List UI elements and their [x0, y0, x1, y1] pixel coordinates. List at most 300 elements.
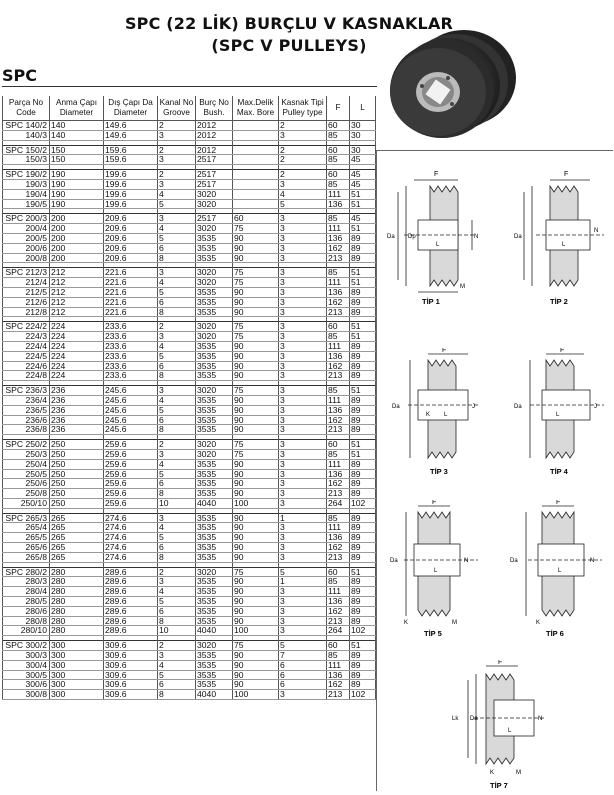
table-row: [3, 680, 376, 690]
table-cell: 90: [233, 405, 279, 415]
table-cell: 3: [279, 479, 327, 489]
table-cell: 212: [50, 307, 104, 317]
table-cell: 3: [279, 332, 327, 342]
table-cell: 4: [158, 341, 196, 351]
table-cell: 60: [327, 322, 350, 332]
tip-2-label: TİP 2: [550, 297, 568, 306]
table-cell: 224: [50, 322, 104, 332]
table-cell: 2517: [196, 214, 233, 224]
diagram-tip-2: [506, 162, 610, 308]
dim-n: N: [594, 228, 599, 234]
table-cell: 190: [50, 189, 104, 199]
table-cell: 3: [279, 322, 327, 332]
table-cell: 280: [50, 587, 104, 597]
table-cell: [233, 155, 279, 165]
table-cell: 3: [279, 523, 327, 533]
table-cell: 1: [279, 513, 327, 523]
dim-m: M: [460, 284, 465, 290]
table-cell: 190/3: [3, 179, 50, 189]
dim-f: F: [498, 660, 503, 666]
table-cell: 3: [279, 449, 327, 459]
table-cell: 265/5: [3, 533, 50, 543]
table-cell: 224/6: [3, 361, 50, 371]
table-cell: 3: [279, 278, 327, 288]
table-cell: 309.6: [104, 651, 158, 661]
table-cell: 3535: [196, 489, 233, 499]
table-cell: 5: [158, 287, 196, 297]
table-cell: 3: [279, 233, 327, 243]
table-cell: [233, 199, 279, 209]
table-row: [3, 533, 376, 543]
table-cell: 200: [50, 214, 104, 224]
table-cell: 300/3: [3, 651, 50, 661]
table-cell: 3: [279, 459, 327, 469]
table-cell: 6: [158, 479, 196, 489]
table-cell: 60: [327, 121, 350, 131]
table-cell: 136: [327, 199, 350, 209]
table-cell: 3535: [196, 552, 233, 562]
dim-j: J: [472, 404, 475, 410]
table-row: [3, 361, 376, 371]
table-cell: 259.6: [104, 449, 158, 459]
table-cell: 3: [279, 616, 327, 626]
table-cell: 3535: [196, 405, 233, 415]
table-cell: 90: [233, 361, 279, 371]
table-cell: 75: [233, 641, 279, 651]
table-cell: 309.6: [104, 670, 158, 680]
dim-da: Da: [510, 558, 518, 564]
table-cell: 102: [350, 498, 376, 508]
table-cell: 150: [50, 155, 104, 165]
table-cell: 89: [350, 523, 376, 533]
table-cell: 233.6: [104, 361, 158, 371]
table-cell: 250/6: [3, 479, 50, 489]
table-cell: 75: [233, 278, 279, 288]
section-divider: [2, 86, 377, 87]
table-cell: 60: [327, 145, 350, 155]
table-row: [3, 552, 376, 562]
table-cell: 199.6: [104, 179, 158, 189]
table-cell: 111: [327, 587, 350, 597]
page-title: SPC (22 LİK) BURÇLU V KASNAKLAR: [124, 14, 454, 33]
table-cell: 3: [279, 297, 327, 307]
table-cell: 3: [279, 395, 327, 405]
table-cell: 89: [350, 341, 376, 351]
dim-f: F: [556, 500, 561, 506]
table-cell: 309.6: [104, 641, 158, 651]
table-cell: 90: [233, 415, 279, 425]
table-cell: 75: [233, 332, 279, 342]
table-cell: 90: [233, 587, 279, 597]
table-cell: 51: [350, 278, 376, 288]
table-cell: 89: [350, 243, 376, 253]
table-cell: 51: [350, 567, 376, 577]
table-cell: 5: [158, 469, 196, 479]
dim-l: L: [434, 568, 438, 574]
table-cell: 136: [327, 670, 350, 680]
table-cell: 199.6: [104, 199, 158, 209]
table-cell: 300/6: [3, 680, 50, 690]
table-cell: 3: [279, 690, 327, 700]
table-cell: 3535: [196, 651, 233, 661]
table-cell: 75: [233, 224, 279, 234]
table-cell: 3020: [196, 386, 233, 396]
table-cell: 3: [279, 415, 327, 425]
table-cell: 75: [233, 386, 279, 396]
table-cell: 89: [350, 670, 376, 680]
table-cell: 89: [350, 489, 376, 499]
table-cell: 259.6: [104, 469, 158, 479]
table-cell: 3020: [196, 278, 233, 288]
col-header: Kasnak Tipi Pulley type: [279, 96, 327, 121]
table-cell: 199.6: [104, 189, 158, 199]
table-cell: 2517: [196, 179, 233, 189]
table-cell: 90: [233, 287, 279, 297]
table-row: [3, 651, 376, 661]
table-cell: 265/6: [3, 543, 50, 553]
table-cell: 200: [50, 224, 104, 234]
table-cell: 162: [327, 415, 350, 425]
table-cell: 8: [158, 371, 196, 381]
table-cell: 213: [327, 371, 350, 381]
table-cell: 3020: [196, 449, 233, 459]
table-cell: 5: [158, 351, 196, 361]
dim-da: Da: [470, 716, 478, 722]
table-cell: [233, 179, 279, 189]
table-row: [3, 449, 376, 459]
table-cell: 224: [50, 341, 104, 351]
table-cell: 221.6: [104, 278, 158, 288]
table-cell: 3: [279, 597, 327, 607]
table-cell: 89: [350, 616, 376, 626]
table-cell: 289.6: [104, 577, 158, 587]
table-cell: 45: [350, 179, 376, 189]
table-cell: 236: [50, 425, 104, 435]
table-cell: 111: [327, 189, 350, 199]
table-row: [3, 405, 376, 415]
table-cell: 280: [50, 626, 104, 636]
table-cell: 280/4: [3, 587, 50, 597]
table-cell: 3535: [196, 415, 233, 425]
table-cell: 3: [279, 543, 327, 553]
table-cell: 250: [50, 440, 104, 450]
table-row: [3, 567, 376, 577]
table-cell: 309.6: [104, 680, 158, 690]
table-cell: 3: [158, 130, 196, 140]
table-cell: 274.6: [104, 513, 158, 523]
table-cell: 159.6: [104, 145, 158, 155]
table-cell: 259.6: [104, 489, 158, 499]
table-cell: 289.6: [104, 616, 158, 626]
table-cell: 2012: [196, 121, 233, 131]
spec-table: [2, 96, 376, 700]
table-cell: 90: [233, 651, 279, 661]
diagram-tip-1: [384, 162, 496, 308]
table-cell: 3535: [196, 371, 233, 381]
dim-n: N: [464, 558, 469, 564]
table-cell: 2: [279, 145, 327, 155]
table-cell: SPC 265/3: [3, 513, 50, 523]
table-cell: 162: [327, 243, 350, 253]
table-cell: 3535: [196, 395, 233, 405]
table-cell: 3: [279, 287, 327, 297]
table-cell: 274.6: [104, 523, 158, 533]
table-cell: 89: [350, 680, 376, 690]
table-cell: 5: [158, 199, 196, 209]
table-cell: 250: [50, 498, 104, 508]
table-cell: 140/3: [3, 130, 50, 140]
table-cell: 236: [50, 405, 104, 415]
table-cell: 8: [158, 552, 196, 562]
table-cell: 280/5: [3, 597, 50, 607]
table-row: [3, 690, 376, 700]
table-cell: 3535: [196, 597, 233, 607]
table-cell: 233.6: [104, 351, 158, 361]
table-cell: 8: [158, 307, 196, 317]
table-cell: 3: [279, 587, 327, 597]
col-header: L: [350, 96, 376, 121]
table-cell: 259.6: [104, 459, 158, 469]
table-cell: 159.6: [104, 155, 158, 165]
dim-f: F: [442, 348, 447, 354]
table-cell: 4040: [196, 626, 233, 636]
table-cell: 3535: [196, 469, 233, 479]
tip-4-label: TİP 4: [550, 467, 568, 476]
table-cell: 89: [350, 297, 376, 307]
table-cell: 162: [327, 680, 350, 690]
table-cell: 30: [350, 130, 376, 140]
table-cell: 224/4: [3, 341, 50, 351]
table-cell: 2: [158, 440, 196, 450]
table-cell: 3: [279, 469, 327, 479]
table-cell: 3535: [196, 287, 233, 297]
table-cell: 3: [158, 214, 196, 224]
table-row: [3, 626, 376, 636]
table-row: [3, 587, 376, 597]
dim-k: K: [426, 412, 431, 418]
table-row: [3, 670, 376, 680]
table-cell: 5: [279, 641, 327, 651]
table-cell: 3: [279, 351, 327, 361]
table-cell: 250: [50, 449, 104, 459]
table-cell: 5: [158, 405, 196, 415]
table-row: [3, 155, 376, 165]
table-cell: 250/5: [3, 469, 50, 479]
table-cell: 89: [350, 307, 376, 317]
table-cell: 3020: [196, 332, 233, 342]
table-cell: 221.6: [104, 268, 158, 278]
diagram-tip-7: [446, 660, 558, 792]
table-row: [3, 469, 376, 479]
table-cell: 90: [233, 660, 279, 670]
table-cell: 5: [158, 597, 196, 607]
table-cell: 162: [327, 361, 350, 371]
table-cell: 190: [50, 199, 104, 209]
table-cell: 90: [233, 606, 279, 616]
table-cell: 300: [50, 641, 104, 651]
dim-da: Da: [390, 558, 398, 564]
table-cell: 3: [279, 533, 327, 543]
dim-lk: Lk: [452, 716, 459, 722]
table-cell: 236/5: [3, 405, 50, 415]
table-cell: 212/4: [3, 278, 50, 288]
diagram-tip-3: [384, 348, 496, 478]
page-subtitle: (SPC V PULLEYS): [211, 36, 367, 55]
table-cell: 85: [327, 513, 350, 523]
table-cell: 150/3: [3, 155, 50, 165]
table-cell: 289.6: [104, 587, 158, 597]
table-cell: 111: [327, 523, 350, 533]
table-cell: 224: [50, 371, 104, 381]
table-cell: 89: [350, 469, 376, 479]
table-cell: 289.6: [104, 606, 158, 616]
table-cell: 4: [158, 224, 196, 234]
tip-7-label: TİP 7: [490, 781, 508, 790]
table-cell: 199.6: [104, 170, 158, 180]
table-cell: 309.6: [104, 690, 158, 700]
table-cell: SPC 200/3: [3, 214, 50, 224]
table-header-row: [3, 96, 376, 121]
table-cell: 89: [350, 233, 376, 243]
table-cell: 4: [158, 523, 196, 533]
dim-da: Da: [514, 234, 522, 240]
table-cell: 245.6: [104, 415, 158, 425]
table-cell: 75: [233, 440, 279, 450]
section-label: SPC: [2, 66, 37, 85]
table-cell: 3535: [196, 660, 233, 670]
table-cell: 85: [327, 179, 350, 189]
table-cell: 4: [158, 459, 196, 469]
table-cell: 5: [279, 567, 327, 577]
table-cell: 90: [233, 533, 279, 543]
table-cell: 209.6: [104, 233, 158, 243]
table-cell: 3: [279, 498, 327, 508]
table-cell: 3: [279, 440, 327, 450]
table-cell: 212/5: [3, 287, 50, 297]
table-cell: 89: [350, 287, 376, 297]
dim-k: K: [536, 620, 541, 626]
table-cell: 280/6: [3, 606, 50, 616]
table-cell: 200/6: [3, 243, 50, 253]
table-cell: 3535: [196, 243, 233, 253]
table-cell: 200: [50, 253, 104, 263]
table-cell: 213: [327, 307, 350, 317]
table-cell: 136: [327, 405, 350, 415]
table-cell: 89: [350, 479, 376, 489]
table-cell: SPC 224/2: [3, 322, 50, 332]
table-cell: 289.6: [104, 597, 158, 607]
table-cell: 274.6: [104, 552, 158, 562]
table-cell: 89: [350, 513, 376, 523]
table-cell: 51: [350, 641, 376, 651]
col-header: Parça No Code: [3, 96, 50, 121]
table-cell: SPC 250/2: [3, 440, 50, 450]
table-cell: 45: [350, 155, 376, 165]
table-row: [3, 513, 376, 523]
table-cell: 3020: [196, 268, 233, 278]
table-cell: 85: [327, 214, 350, 224]
table-cell: 250/4: [3, 459, 50, 469]
table-cell: 280/8: [3, 616, 50, 626]
table-row: [3, 597, 376, 607]
table-cell: 10: [158, 626, 196, 636]
col-header: F: [327, 96, 350, 121]
table-cell: 212: [50, 287, 104, 297]
table-cell: 4040: [196, 498, 233, 508]
table-row: [3, 268, 376, 278]
table-cell: 3020: [196, 189, 233, 199]
table-cell: 90: [233, 307, 279, 317]
table-row: [3, 459, 376, 469]
table-row: [3, 278, 376, 288]
table-cell: 90: [233, 351, 279, 361]
table-cell: 90: [233, 459, 279, 469]
table-row: [3, 233, 376, 243]
table-cell: 90: [233, 543, 279, 553]
table-cell: 75: [233, 322, 279, 332]
table-cell: 280: [50, 606, 104, 616]
table-cell: 3: [279, 371, 327, 381]
table-cell: 300: [50, 670, 104, 680]
table-cell: 213: [327, 552, 350, 562]
table-cell: 89: [350, 253, 376, 263]
table-cell: 1: [279, 577, 327, 587]
table-body: [3, 121, 376, 700]
table-row: [3, 660, 376, 670]
table-cell: 3: [279, 214, 327, 224]
table-cell: 209.6: [104, 214, 158, 224]
table-cell: 280/3: [3, 577, 50, 587]
table-cell: 85: [327, 130, 350, 140]
table-cell: 3: [158, 386, 196, 396]
table-cell: 5: [158, 533, 196, 543]
table-row: [3, 386, 376, 396]
table-cell: 3: [158, 577, 196, 587]
table-cell: 89: [350, 587, 376, 597]
col-header: Anma Çapı Diameter: [50, 96, 104, 121]
table-row: [3, 543, 376, 553]
table-cell: 224: [50, 351, 104, 361]
table-cell: 224/5: [3, 351, 50, 361]
table-cell: 200: [50, 233, 104, 243]
table-cell: 75: [233, 268, 279, 278]
table-cell: 2012: [196, 130, 233, 140]
table-cell: 8: [158, 690, 196, 700]
table-row: [3, 415, 376, 425]
table-cell: 3535: [196, 680, 233, 690]
table-row: [3, 297, 376, 307]
table-cell: 190/5: [3, 199, 50, 209]
table-cell: 3535: [196, 577, 233, 587]
table-cell: 3535: [196, 361, 233, 371]
table-row: [3, 425, 376, 435]
table-cell: 75: [233, 449, 279, 459]
table-cell: 3: [279, 489, 327, 499]
dim-f: F: [434, 171, 439, 178]
table-cell: 236/4: [3, 395, 50, 405]
tip-1-label: TİP 1: [422, 297, 440, 306]
table-cell: 90: [233, 253, 279, 263]
table-cell: 4: [158, 189, 196, 199]
table-cell: SPC 212/3: [3, 268, 50, 278]
table-cell: 265: [50, 523, 104, 533]
table-cell: 51: [350, 322, 376, 332]
table-cell: 90: [233, 670, 279, 680]
table-cell: 3: [279, 405, 327, 415]
table-cell: 300: [50, 690, 104, 700]
table-cell: 259.6: [104, 440, 158, 450]
table-cell: 111: [327, 395, 350, 405]
